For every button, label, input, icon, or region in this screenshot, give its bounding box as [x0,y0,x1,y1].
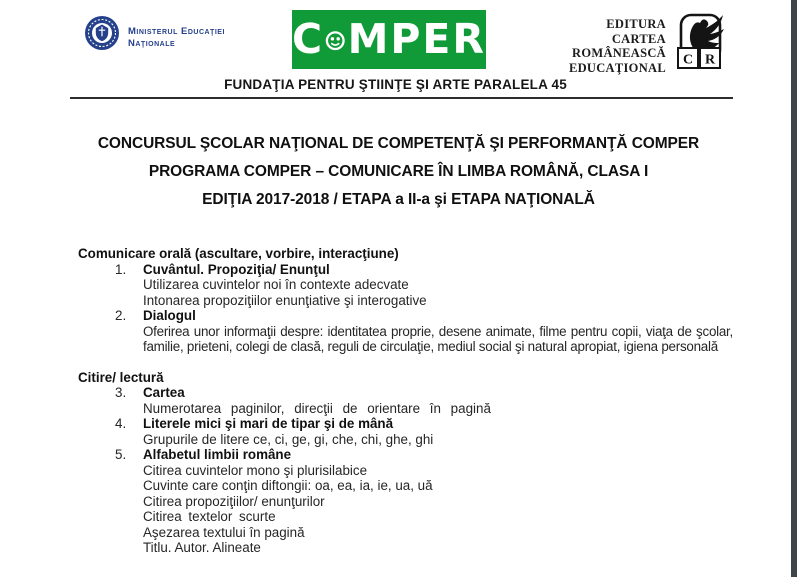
item-title: Literele mici şi mari de tipar şi de mână [143,416,394,431]
item-line: Citirea cuvintelor mono şi plurisilabice [143,462,368,478]
item-line: Titlu. Autor. Alineate [143,540,261,555]
publisher-name-line2: CARTEA ROMÂNEASCĂ [572,31,666,60]
item-line: Cuvinte care conţin diftongii: oa, ea, ia, ie, ua, uă [143,478,433,493]
header-divider [70,97,733,99]
item-line: Oferirea unor informaţii despre: identitatea proprie, desene animate, filme pentru copii, viaţa de şcolar, familie, prieteni, colegi de clasă, reguli de circulaţie, mediul social şi natural apropiat, igiena personală [143,323,733,354]
document-title-line3: EDIŢIA 2017-2018 / ETAPA a II-a şi ETAPA NAŢIONALĂ [202,191,595,208]
item-line: Numerotarea paginilor, direcţii de orientare în pagină [143,400,491,416]
comper-wordmark-suffix: MPER [347,15,486,63]
item-line: Grupurile de litere ce, ci, ge, gi, che, chi, ghe, ghi [143,431,434,447]
item-number: 2. [115,308,127,323]
item-title: Dialogul [143,308,196,323]
list-item [78,416,733,447]
cartea-romaneasca-logo [673,12,727,70]
item-number: 4. [115,416,127,431]
publisher-name-line1: EDITURA [606,17,666,31]
document-title-line2: PROGRAMA COMPER – COMUNICARE ÎN LIMBA ROMÂNĂ, CLASA I [148,163,649,180]
comper-logo [292,10,486,69]
item-line: Utilizarea cuvintelor noi în contexte adecvate [143,277,409,292]
government-seal-icon [84,15,120,51]
section-comunicare-orala [78,246,733,355]
list-item [78,447,733,556]
item-number: 5. [115,447,127,462]
smiley-face-icon [325,25,345,57]
window-edge-bar [791,0,797,577]
foundation-name: FUNDAŢIA PENTRU ŞTIINŢE ŞI ARTE PARALELA 45 [224,77,567,92]
section-citire-lectura [78,370,733,556]
document-title-line1: CONCURSUL ŞCOLAR NAŢIONAL DE COMPETENŢĂ ŞI PERFORMANŢĂ COMPER [97,135,700,152]
item-line: Aşezarea textului în pagină [143,524,305,540]
item-title: Cuvântul. Propoziţia/ Enunţul [143,261,330,277]
document-title [40,130,757,214]
publisher-name [520,17,666,75]
program-content [78,246,733,556]
item-title: Alfabetul limbii române [143,447,292,462]
item-title: Cartea [143,385,185,400]
section-heading: Citire/ lectură [78,369,164,385]
item-line: Intonarea propoziţiilor enunţiative şi interogative [143,292,427,308]
item-line: Citirea propoziţiilor/ enunţurilor [143,493,325,509]
comper-wordmark-prefix: C [292,15,325,63]
list-item [78,308,733,355]
section-heading: Comunicare orală (ascultare, vorbire, interacţiune) [78,246,399,261]
ministry-name-line2: Naţionale [128,37,176,49]
publisher-block-letter-r: R [704,52,716,68]
publisher-logo-group [520,12,727,75]
item-number: 1. [115,261,127,277]
publisher-block-letter-c: C [682,52,694,68]
list-item [78,385,733,416]
ministry-logo-group [84,15,225,51]
list-item [78,262,733,309]
publisher-name-line3: EDUCAŢIONAL [568,60,666,75]
ministry-name [128,26,225,49]
item-number: 3. [115,385,127,400]
item-line: Citirea textelor scurte [143,509,276,524]
ministry-name-line1: Ministerul Educaţiei [128,26,225,37]
